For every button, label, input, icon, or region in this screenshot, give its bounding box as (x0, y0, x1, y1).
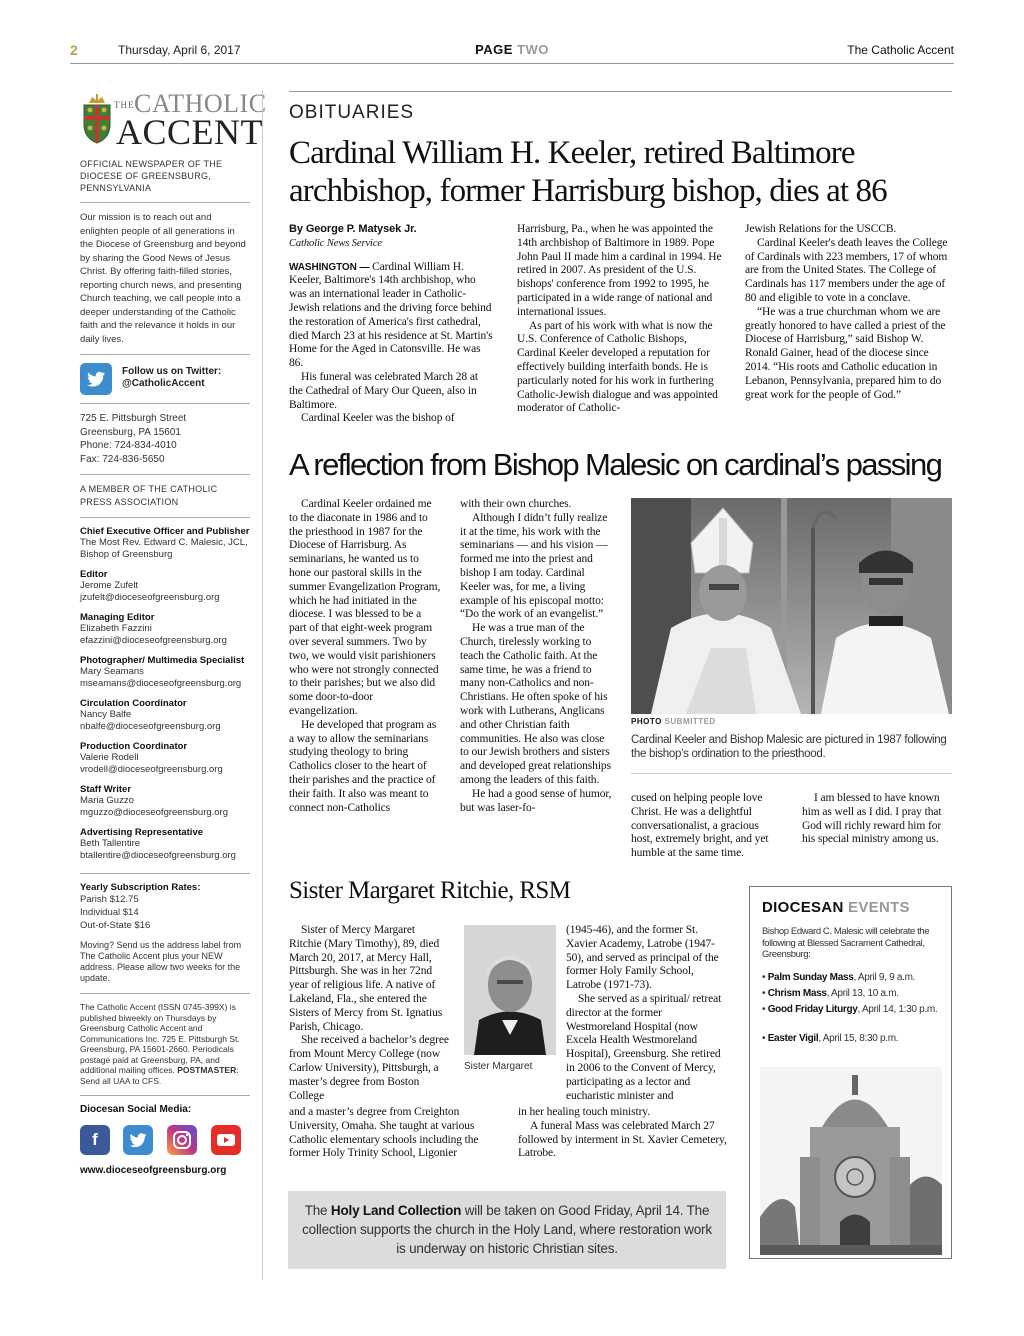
event-name: Good Friday Liturgy (767, 1004, 858, 1015)
staff-contact: btallentire@dioceseofgreensburg.org (80, 849, 236, 861)
twitter-line-2: @CatholicAccent (122, 378, 205, 389)
fax-number: Fax: 724-836-5650 (80, 453, 165, 465)
events-title (762, 899, 910, 916)
divider (80, 202, 250, 203)
paragraph: Cardinal Keeler was the bishop of (301, 412, 455, 425)
cathedral-photo (760, 1067, 942, 1255)
staff-contact: nbalfe@dioceseofgreensburg.org (80, 720, 221, 732)
subscription-title: Yearly Subscription Rates: (80, 882, 201, 893)
facebook-icon[interactable]: f (80, 1125, 110, 1155)
address-city: Greensburg, PA 15601 (80, 426, 181, 438)
twitter-line-1: Follow us on Twitter: (122, 366, 222, 377)
paragraph: Harrisburg, Pa., when he was appointed the 14th archbishop of Baltimore in 1989. Pope John Paul II made him a cardinal in 1994. He retired in 2007. As president of the U.S. bishops' conference from 1992 to 1995, he participated in a wide range of national and international issues. (517, 223, 722, 318)
divider (80, 993, 250, 994)
paragraph: A funeral Mass was celebrated March 27 followed by interment in St. Xavier Cemetery, Latrobe. (518, 1119, 727, 1160)
paragraph: Jewish Relations for the USCCB. (745, 223, 897, 235)
paragraph: and a master’s degree from Creighton University, Omaha. She taught at various Catholic elementary schools including the former Holy Trinity School, Ligonier (289, 1106, 479, 1160)
paragraph: He had a good sense of humor, but was laser-fo- (460, 787, 612, 814)
obituary-column-3 (745, 223, 953, 402)
event-name: Easter Vigil (767, 1033, 819, 1044)
youtube-icon[interactable] (211, 1125, 241, 1155)
twitter-promo[interactable] (80, 363, 250, 399)
divider (80, 873, 250, 874)
paragraph: cused on helping people love Christ. He was a delightful conversationalist, a gracious host, extremely bright, and yet humble at the same time. (631, 792, 769, 860)
event-time: , April 9, 9 a.m. (853, 972, 916, 983)
reflection-column-4 (802, 792, 954, 847)
obituary-column-1 (289, 223, 494, 426)
paragraph: Sister of Mercy Margaret Ritchie (Mary Timothy), 89, died March 20, 2017, at Mercy Hall, Pittsburgh. She was in her 72nd year of religious life. A native of Lakeland, Fla., she entered the Sisters of Mercy from St. Ignatius Parish, Chicago. (289, 924, 443, 1033)
photo-credit (631, 717, 716, 726)
events-title-bold: DIOCESAN (762, 899, 844, 916)
sister-photo-caption: Sister Margaret (464, 1061, 533, 1072)
staff-name: Mary Seamans (80, 666, 144, 677)
paragraph: (1945-46), and the former St. Xavier Academy, Latrobe (1947-50), and served as principal of the former Holy Family School, Latrobe (1971-73). (566, 924, 719, 992)
events-intro: Bishop Edward C. Malesic will celebrate the following at Blessed Sacrament Cathedral, Greensburg: (762, 926, 930, 960)
moving-notice: Moving? Send us the address label from The Catholic Accent plus your NEW address. Please allow two weeks for the update. (80, 940, 242, 983)
paragraph: with their own churches. (460, 498, 572, 510)
issn-text: The Catholic Accent (ISSN 0745-399X) is published biweekly on Thursdays by Greensburg Catholic Accent and Communications Inc. 725 E. Pittsburgh St. Greensburg, PA 15601-2660. Periodicals postage paid at Greensburg, PA, and additional mailing offices. (80, 1002, 240, 1075)
reflection-headline: A reflection from Bishop Malesic on cardinal’s passing (289, 447, 942, 482)
paragraph: Cardinal Keeler's death leaves the College of Cardinals with 223 members, 17 of whom are from the United States. The College of Cardinals has 117 members under the age of 80 and eligible to vote in a conclave. (745, 236, 948, 304)
masthead-catholic: CATHOLIC (134, 89, 267, 118)
mission-statement: Our mission is to reach out and enlighten people of all generations in the Diocese of Greensburg and beyond by sharing the Good News of Jesus Christ. By offering faith-filled stories, reporting church news, and presenting Church teaching, we call people into a deeper understanding of the Catholic faith and the relevance it holds in our daily lives. (80, 212, 246, 345)
social-media-title: Diocesan Social Media: (80, 1104, 192, 1115)
staff-name: Nancy Balfe (80, 709, 132, 720)
twitter-handle (122, 366, 221, 390)
section-label (70, 42, 954, 57)
contact-address (80, 412, 250, 466)
press-association-member: A MEMBER OF THE CATHOLIC PRESS ASSOCIATION (80, 484, 218, 507)
divider (80, 1095, 250, 1096)
obituary-column-2 (517, 223, 727, 416)
photo-caption: Cardinal Keeler and Bishop Malesic are pictured in 1987 following the bishop’s ordination to the priesthood. (631, 734, 947, 760)
twitter-icon[interactable] (80, 363, 112, 395)
divider (631, 773, 952, 774)
twitter-icon[interactable] (123, 1125, 153, 1155)
staff-contact: jzufelt@dioceseofgreensburg.org (80, 591, 220, 603)
section-label-light: TWO (517, 42, 549, 57)
staff-role: Advertising Representative (80, 827, 204, 838)
event-name: Chrism Mass (767, 988, 827, 999)
page-number: 2 (70, 42, 78, 58)
paragraph: He was a true man of the Church, tirelessly working to teach the Catholic faith. At the same time, he was a friend to many non-Catholics and non-Christians. He often spoke of his work with Lutherans, Anglicans and other Christian faith communities. He also was close to our Jewish brothers and sisters and developed great relationships among the leaders of this faith. (460, 622, 611, 786)
staff-entry (80, 526, 250, 560)
postmaster-label: POSTMASTER (177, 1065, 237, 1075)
staff-name: The Most Rev. Edward C. Malesic, JCL, (80, 537, 248, 548)
divider (80, 354, 250, 355)
holy-land-text (302, 1201, 712, 1258)
masthead-the: THE (114, 100, 135, 110)
diocese-crest-icon (80, 94, 114, 144)
holy-land-post: will be taken on Good Friday, April 14. The collection supports the church in the Holy Land, where restoration work is underway on historic Christian sites. (302, 1203, 712, 1256)
reflection-column-1 (289, 498, 441, 815)
paragraph: His funeral was celebrated March 28 at the Cathedral of Mary Our Queen, also in Baltimore. (289, 370, 478, 411)
photo-credit-light: SUBMITTED (664, 717, 716, 726)
paragraph: in her healing touch ministry. (518, 1106, 650, 1118)
staff-entry (80, 569, 250, 603)
divider (80, 403, 250, 404)
holy-land-notice (288, 1191, 726, 1269)
byline-source: Catholic News Service (289, 237, 382, 249)
publication-name: The Catholic Accent (847, 43, 954, 57)
dateline: WASHINGTON — (289, 261, 370, 273)
staff-role: Photographer/ Multimedia Specialist (80, 655, 245, 666)
staff-directory (80, 526, 250, 861)
holy-land-pre: The (304, 1203, 331, 1218)
social-icons (80, 1125, 250, 1159)
section-kicker: OBITUARIES (289, 102, 415, 123)
phone-number: Phone: 724-834-4010 (80, 440, 177, 451)
staff-entry (80, 655, 250, 689)
staff-contact: vrodell@dioceseofgreensburg.org (80, 763, 223, 775)
staff-contact: efazzini@dioceseofgreensburg.org (80, 634, 227, 646)
event-time: , April 15, 8:30 p.m. (818, 1033, 899, 1044)
divider (80, 474, 250, 475)
masthead-tagline: OFFICIAL NEWSPAPER OF THE DIOCESE OF GREENSBURG, PENNSYLVANIA (80, 159, 223, 193)
page-header (70, 40, 954, 64)
photo-credit-bold: PHOTO (631, 717, 662, 726)
holy-land-bold: Holy Land Collection (330, 1203, 462, 1218)
staff-name: Elizabeth Fazzini (80, 623, 152, 634)
divider (289, 91, 952, 92)
column-divider (262, 90, 263, 1280)
address-street: 725 E. Pittsburgh Street (80, 413, 187, 424)
paragraph (289, 261, 494, 371)
sister-headline: Sister Margaret Ritchie, RSM (289, 877, 571, 904)
staff-role: Staff Writer (80, 784, 132, 795)
sister-column-1 (289, 924, 449, 1103)
staff-entry (80, 698, 250, 732)
rate-individual: Individual $14 (80, 907, 139, 918)
event-time: , April 13, 10 a.m. (826, 988, 899, 999)
staff-role: Production Coordinator (80, 741, 188, 752)
staff-entry (80, 612, 250, 646)
masthead-accent: ACCENT (116, 112, 263, 152)
paragraph: I am blessed to have known him as well as I did. I pray that God will richly reward him for his special ministry among us. (802, 792, 942, 846)
paragraph-text: Cardinal William H. Keeler, Baltimore's 14th archbishop, who was an international leader in Catholic-Jewish relations and the driving force behind the restoration of America's first cathedral, died March 23 at his residence at St. Martin's Home for the Aged in Catonsville. He was 86. (289, 260, 493, 370)
subscription-rates (80, 893, 250, 932)
sister-column-2-continued (518, 1106, 730, 1161)
event-item: • Easter Vigil, April 15, 8:30 p.m. (762, 1033, 899, 1044)
staff-contact: mseamans@dioceseofgreensburg.org (80, 677, 242, 689)
obituary-headline: Cardinal William H. Keeler, retired Baltimore archbishop, former Harrisburg bishop, dies at 86 (289, 135, 887, 209)
postmaster-text: : Send all UAA to CFS. (80, 1065, 239, 1086)
staff-name: Maria Guzzo (80, 795, 134, 806)
staff-contact: mguzzo@dioceseofgreensburg.org (80, 806, 229, 818)
staff-entry (80, 827, 250, 861)
staff-name: Jerome Zufelt (80, 580, 139, 591)
staff-entry (80, 741, 250, 775)
paragraph: She received a bachelor’s degree from Mount Mercy College (now Carlow University), Pittsburgh, a master’s degree from Boston College (289, 1034, 449, 1102)
paragraph: Although I didn’t fully realize it at the time, his work with the seminarians — and his vision — formed me into the priest and bishop I am today. Cardinal Keeler was, for me, a living example of his episcopal motto: “Do the work of an evangelist.” (460, 511, 608, 621)
paragraph: He developed that program as a way to allow the seminarians studying theology to bring Catholics closer to the heart of their parishes and the practice of their faith. It also was meant to connect non-Catholics (289, 718, 437, 814)
divider (80, 517, 250, 518)
sister-column-1-continued (289, 1106, 499, 1161)
issue-date: Thursday, April 6, 2017 (118, 43, 241, 57)
instagram-icon[interactable] (167, 1125, 197, 1155)
event-name: Palm Sunday Mass (767, 972, 854, 983)
staff-role: Editor (80, 569, 108, 580)
issn-statement (80, 1002, 250, 1086)
staff-entry (80, 784, 250, 818)
section-label-bold: PAGE (475, 42, 513, 57)
events-title-light: EVENTS (848, 899, 910, 916)
reflection-column-2 (460, 498, 612, 815)
rate-out-of-state: Out-of-State $16 (80, 920, 151, 931)
staff-role: Chief Executive Officer and Publisher (80, 526, 250, 537)
paragraph: “He was a true churchman whom we are greatly honored to have called a priest of the Diocese of Harrisburg,” said Bishop W. Ronald Gainer, head of the diocese since 2014. “His roots and Catholic education in Lebanon, Pennsylvania, prepared him to do great work for the people of God.” (745, 305, 946, 401)
event-item: • Palm Sunday Mass, April 9, 9 a.m. (762, 972, 916, 983)
sister-column-2 (566, 924, 729, 1103)
staff-contact: Bishop of Greensburg (80, 548, 173, 560)
reflection-column-3 (631, 792, 781, 861)
paragraph: As part of his work with what is now the U.S. Conference of Catholic Bishops, Cardinal Keeler developed a reputation for effectively building interfaith bonds. He is particularly noted for his work in furthering Catholic-Jewish dialogue and was appointed moderator of Catholic- (517, 319, 718, 415)
keeler-malesic-photo (631, 498, 952, 714)
rate-parish: Parish $12.75 (80, 894, 139, 905)
staff-name: Valerie Rodell (80, 752, 139, 763)
event-item: • Chrism Mass, April 13, 10 a.m. (762, 988, 899, 999)
paragraph: She served as a spiritual/ retreat director at the former Westmoreland Hospital (now Excela Health Westmoreland Hospital), Greensburg. She retired in 2006 to the Convent of Mercy, participating as a lector and eucharistic minister and (566, 992, 722, 1102)
staff-role: Circulation Coordinator (80, 698, 187, 709)
paragraph: Cardinal Keeler ordained me to the diaconate in 1986 and to the priesthood in 1987 for the Diocese of Harrisburg. As seminarians, he wanted us to hone our pastoral skills in the summer Evangelization Program, which he had initiated in the diocese. I was blessed to be a part of that eight-week program over several summers. Two by two, we would visit parishioners who were not strongly connected to their parishes; but we also did some door-to-door evangelization. (289, 498, 441, 717)
byline: By George P. Matysek Jr. (289, 223, 417, 235)
website-link[interactable]: www.dioceseofgreensburg.org (80, 1165, 227, 1176)
staff-role: Managing Editor (80, 612, 155, 623)
sister-margaret-photo (464, 925, 556, 1055)
event-time: , April 14, 1:30 p.m. (857, 1004, 938, 1015)
staff-name: Beth Tallentire (80, 838, 141, 849)
sidebar (80, 88, 267, 1176)
masthead-logo (80, 88, 267, 152)
event-item: • Good Friday Liturgy, April 14, 1:30 p.m. (762, 1004, 938, 1015)
